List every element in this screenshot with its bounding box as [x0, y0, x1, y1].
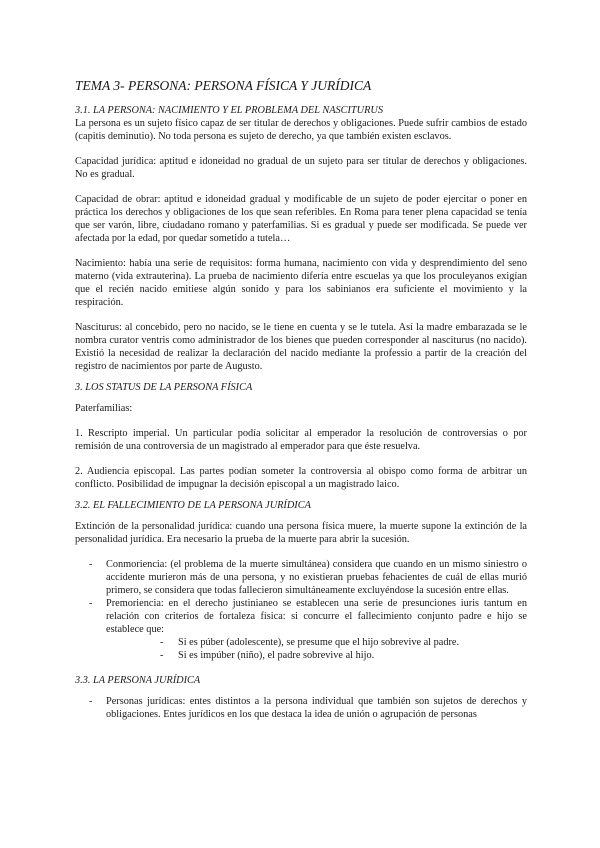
fallecimiento-list — [75, 558, 527, 662]
sub-list-item: - Si es púber (adolescente), se presume que el hijo sobrevive al padre. — [160, 637, 460, 648]
paragraph-audiencia: 2. Audiencia episcopal. Las partes podían someter la controversia al obispo como forma de arbitrar un conflicto. Posibilidad de impugnar la decisión episcopal a un magistrado laico. — [75, 466, 527, 490]
list-item-conmoriencia: - Conmoriencia: (el problema de la muerte simultánea) considera que cuando en un mismo siniestro o accidente murieron más de una persona, y no existieran pruebas fehacientes de cuál de ellas murió primero, se considera que todas fallecieron simultáneamente excluyéndose la sucesión entre ellas. — [89, 559, 527, 596]
paragraph-persona: La persona es un sujeto físico capaz de ser titular de derechos y obligaciones. Puede sufrir cambios de estado (capitis deminutio). No toda persona es sujeto de derecho, ya que también existen esclavos. — [75, 118, 527, 142]
paragraph-capacidad-obrar: Capacidad de obrar: aptitud e idoneidad gradual y modificable de un sujeto de poder ejercitar o poner en práctica los derechos y obligaciones de los que sean referibles. En Roma para tener plena capacidad se tenía que ser varón, libre, ciudadano romano y paterfamilias. Si es gradual y puede ser modificada. Se puede ver afectada por la edad, por quedar sometido a tutela… — [75, 194, 527, 244]
paragraph-rescripto: 1. Rescripto imperial. Un particular podía solicitar al emperador la resolución de controversias o por remisión de una controversia de un magistrado al emperador para que éste resuelva. — [75, 428, 527, 452]
dash-marker: - — [160, 650, 164, 661]
dash-marker: - — [89, 559, 93, 570]
section-heading-3-1: 3.1. LA PERSONA: NACIMIENTO Y EL PROBLEMA DEL NASCITURUS — [75, 105, 383, 116]
list-item-personas-juridicas: - Personas jurídicas: entes distintos a la persona individual que también son sujetos de derechos y obligaciones. Entes jurídicos en los que destaca la idea de unión o agrupación de personas — [89, 696, 527, 720]
section-heading-3-3: 3.3. LA PERSONA JURÍDICA — [75, 675, 201, 686]
persona-juridica-list — [75, 695, 527, 721]
dash-marker: - — [160, 637, 164, 648]
paragraph-extincion: Extinción de la personalidad jurídica: cuando una persona física muere, la muerte supone la extinción de la personalidad jurídica. Era necesario la prueba de la muerte para abrir la sucesión. — [75, 521, 527, 545]
section-heading-status: 3. LOS STATUS DE LA PERSONA FÍSICA — [75, 382, 253, 393]
section-heading-3-2: 3.2. EL FALLECIMIENTO DE LA PERSONA JURÍDICA — [75, 500, 311, 511]
dash-marker: - — [89, 696, 93, 707]
paragraph-capacidad-juridica: Capacidad jurídica: aptitud e idoneidad no gradual de un sujeto para ser titular de derechos y obligaciones. No es gradual. — [75, 156, 527, 180]
list-item-premoriencia: - Premoriencia: en el derecho justinianeo se establecen una serie de presunciones iuris tantum en relación con criterios de fortaleza física: si concurre el fallecimiento conjunto padre e hijo se establece que: - Si es púber (adolescente), se presume que el hijo sobrevive al padre. - Si es impúber (niño), el padre sobrevive al hijo. — [89, 598, 527, 661]
paragraph-paterfamilias: Paterfamilias: — [75, 403, 133, 414]
premoriencia-sub-list — [106, 636, 527, 662]
document-title: TEMA 3- PERSONA: PERSONA FÍSICA Y JURÍDICA — [75, 78, 372, 93]
paragraph-nasciturus: Nasciturus: al concebido, pero no nacido, se le tiene en cuenta y se le tutela. Así la madre embarazada se le nombra curator ventris como administrador de los bienes que pueden corresponder al nasciturus (no nacido). Existió la necesidad de realizar la declaración del nacido mediante la professio a partir de la creación del registro de nacimientos por parte de Augusto. — [75, 322, 527, 372]
paragraph-nacimiento: Nacimiento: había una serie de requisitos: forma humana, nacimiento con vida y desprendimiento del seno materno (vida extrauterina). La prueba de nacimiento difería entre escuelas ya que los proculeyanos exigían que el recién nacido emitiese algún sonido y para los sabinianos era suficiente el movimiento y la respiración. — [75, 258, 527, 308]
dash-marker: - — [89, 598, 93, 609]
document-page — [75, 78, 527, 733]
sub-list-item: - Si es impúber (niño), el padre sobrevive al hijo. — [160, 650, 375, 661]
